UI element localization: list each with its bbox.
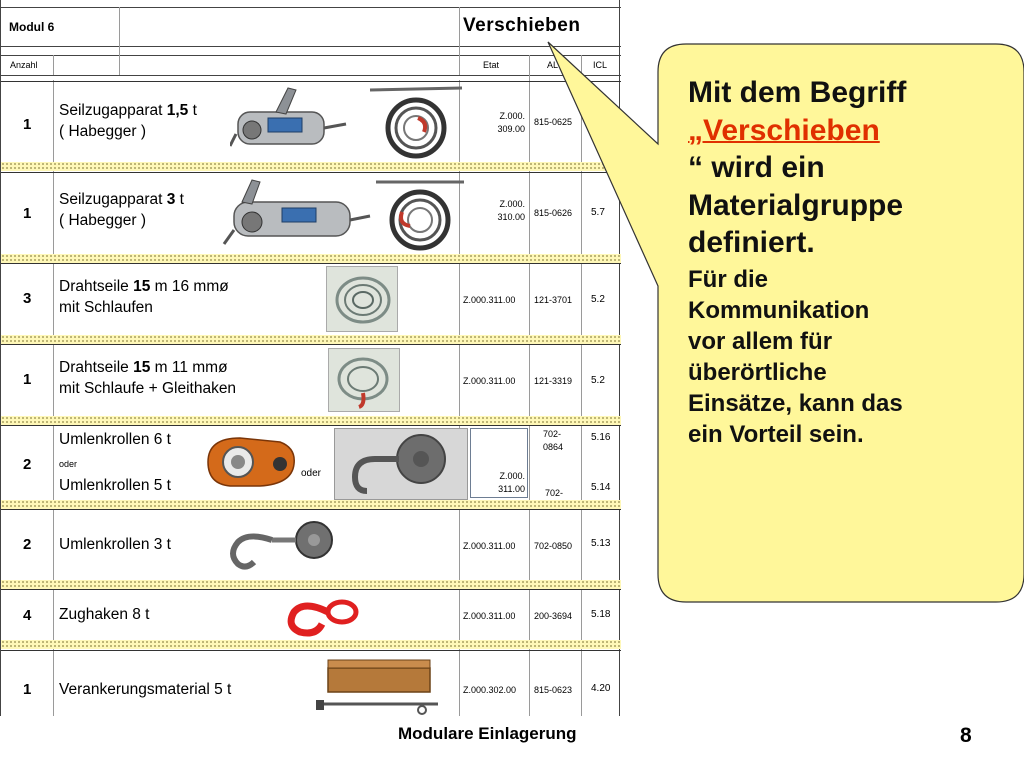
keyword-link: „Verschieben: [688, 113, 880, 147]
row-etat: Z.000. 311.00: [498, 471, 525, 494]
sheet-title: Verschieben: [463, 15, 581, 36]
row-qty: 1: [23, 681, 32, 698]
row-description: Umlenkrollen 6 t: [59, 431, 171, 448]
row-qty: 1: [23, 116, 32, 133]
row-icl: 5.13: [591, 538, 611, 549]
row-al: 815-0623: [534, 685, 573, 695]
row-qty: 1: [23, 205, 32, 222]
module-label: Modul 6: [9, 20, 55, 34]
row-etat: Z.000.311.00: [463, 541, 516, 551]
row-al: 815-0625: [534, 117, 573, 127]
row-description: Drahtseile 15 m 11 mmø mit Schlaufe + Gleithaken: [59, 359, 237, 397]
row-etat: Z.000. 309.00: [497, 111, 525, 134]
row-al: 702-0850: [534, 541, 573, 551]
column-header-icl: ICL: [593, 60, 608, 70]
row-description: Verankerungsmaterial 5 t: [59, 681, 232, 698]
row-description: Drahtseile 15 m 16 mmø mit Schlaufen: [59, 278, 229, 316]
row-qty: 3: [23, 290, 32, 307]
column-header-qty: Anzahl: [10, 60, 38, 70]
row-etat: Z.000.311.00: [463, 376, 516, 386]
row-icl: 5.2: [591, 375, 605, 386]
page-number: 8: [960, 724, 972, 747]
row-qty: 1: [23, 371, 32, 388]
row-qty: 4: [23, 607, 32, 624]
row-qty: 2: [23, 536, 32, 553]
row-description: Seilzugapparat 1,5 t ( Habegger ): [59, 102, 197, 140]
row-icl: 5.14: [591, 482, 611, 493]
row-al: 121-3319: [534, 376, 573, 386]
row-etat: Z.000.311.00: [463, 611, 516, 621]
row-etat: Z.000. 310.00: [497, 199, 525, 222]
row-icl: 5.16: [591, 432, 611, 443]
column-header-etat: Etat: [483, 60, 500, 70]
footer-label: Modulare Einlagerung: [398, 724, 577, 743]
row-description: Umlenkrollen 3 t: [59, 536, 171, 553]
row-description: Seilzugapparat 3 t ( Habegger ): [59, 191, 184, 229]
row-description: Zughaken 8 t: [59, 606, 150, 623]
column-header-al: AL: [547, 60, 559, 70]
callout-heading: Mit dem Begriff „Verschieben “ wird ein Materialgruppe definiert.: [688, 76, 907, 259]
row-al: 121-3701: [534, 295, 573, 305]
row-qty: 2: [23, 456, 32, 473]
row-note: oder: [301, 468, 322, 479]
row-description: Umlenkrollen 5 t: [59, 477, 171, 494]
row-al: 200-3694: [534, 611, 573, 621]
callout-text: [688, 74, 1008, 450]
row-al: 815-0626: [534, 208, 573, 218]
row-icl: 4.20: [591, 683, 611, 694]
row-al: 702-: [545, 488, 564, 498]
row-etat: Z.000.311.00: [463, 295, 516, 305]
row-icl: 5.7: [591, 207, 605, 218]
row-al: 702- 0864: [543, 429, 564, 452]
row-icl: 5.2: [591, 294, 605, 305]
callout-body: Für die Kommunikation vor allem für überörtliche Einsätze, kann das ein Vorteil sein.: [688, 265, 903, 448]
row-note: oder: [59, 459, 78, 469]
row-etat: Z.000.302.00: [463, 685, 517, 695]
row-icl: 5.18: [591, 609, 611, 620]
